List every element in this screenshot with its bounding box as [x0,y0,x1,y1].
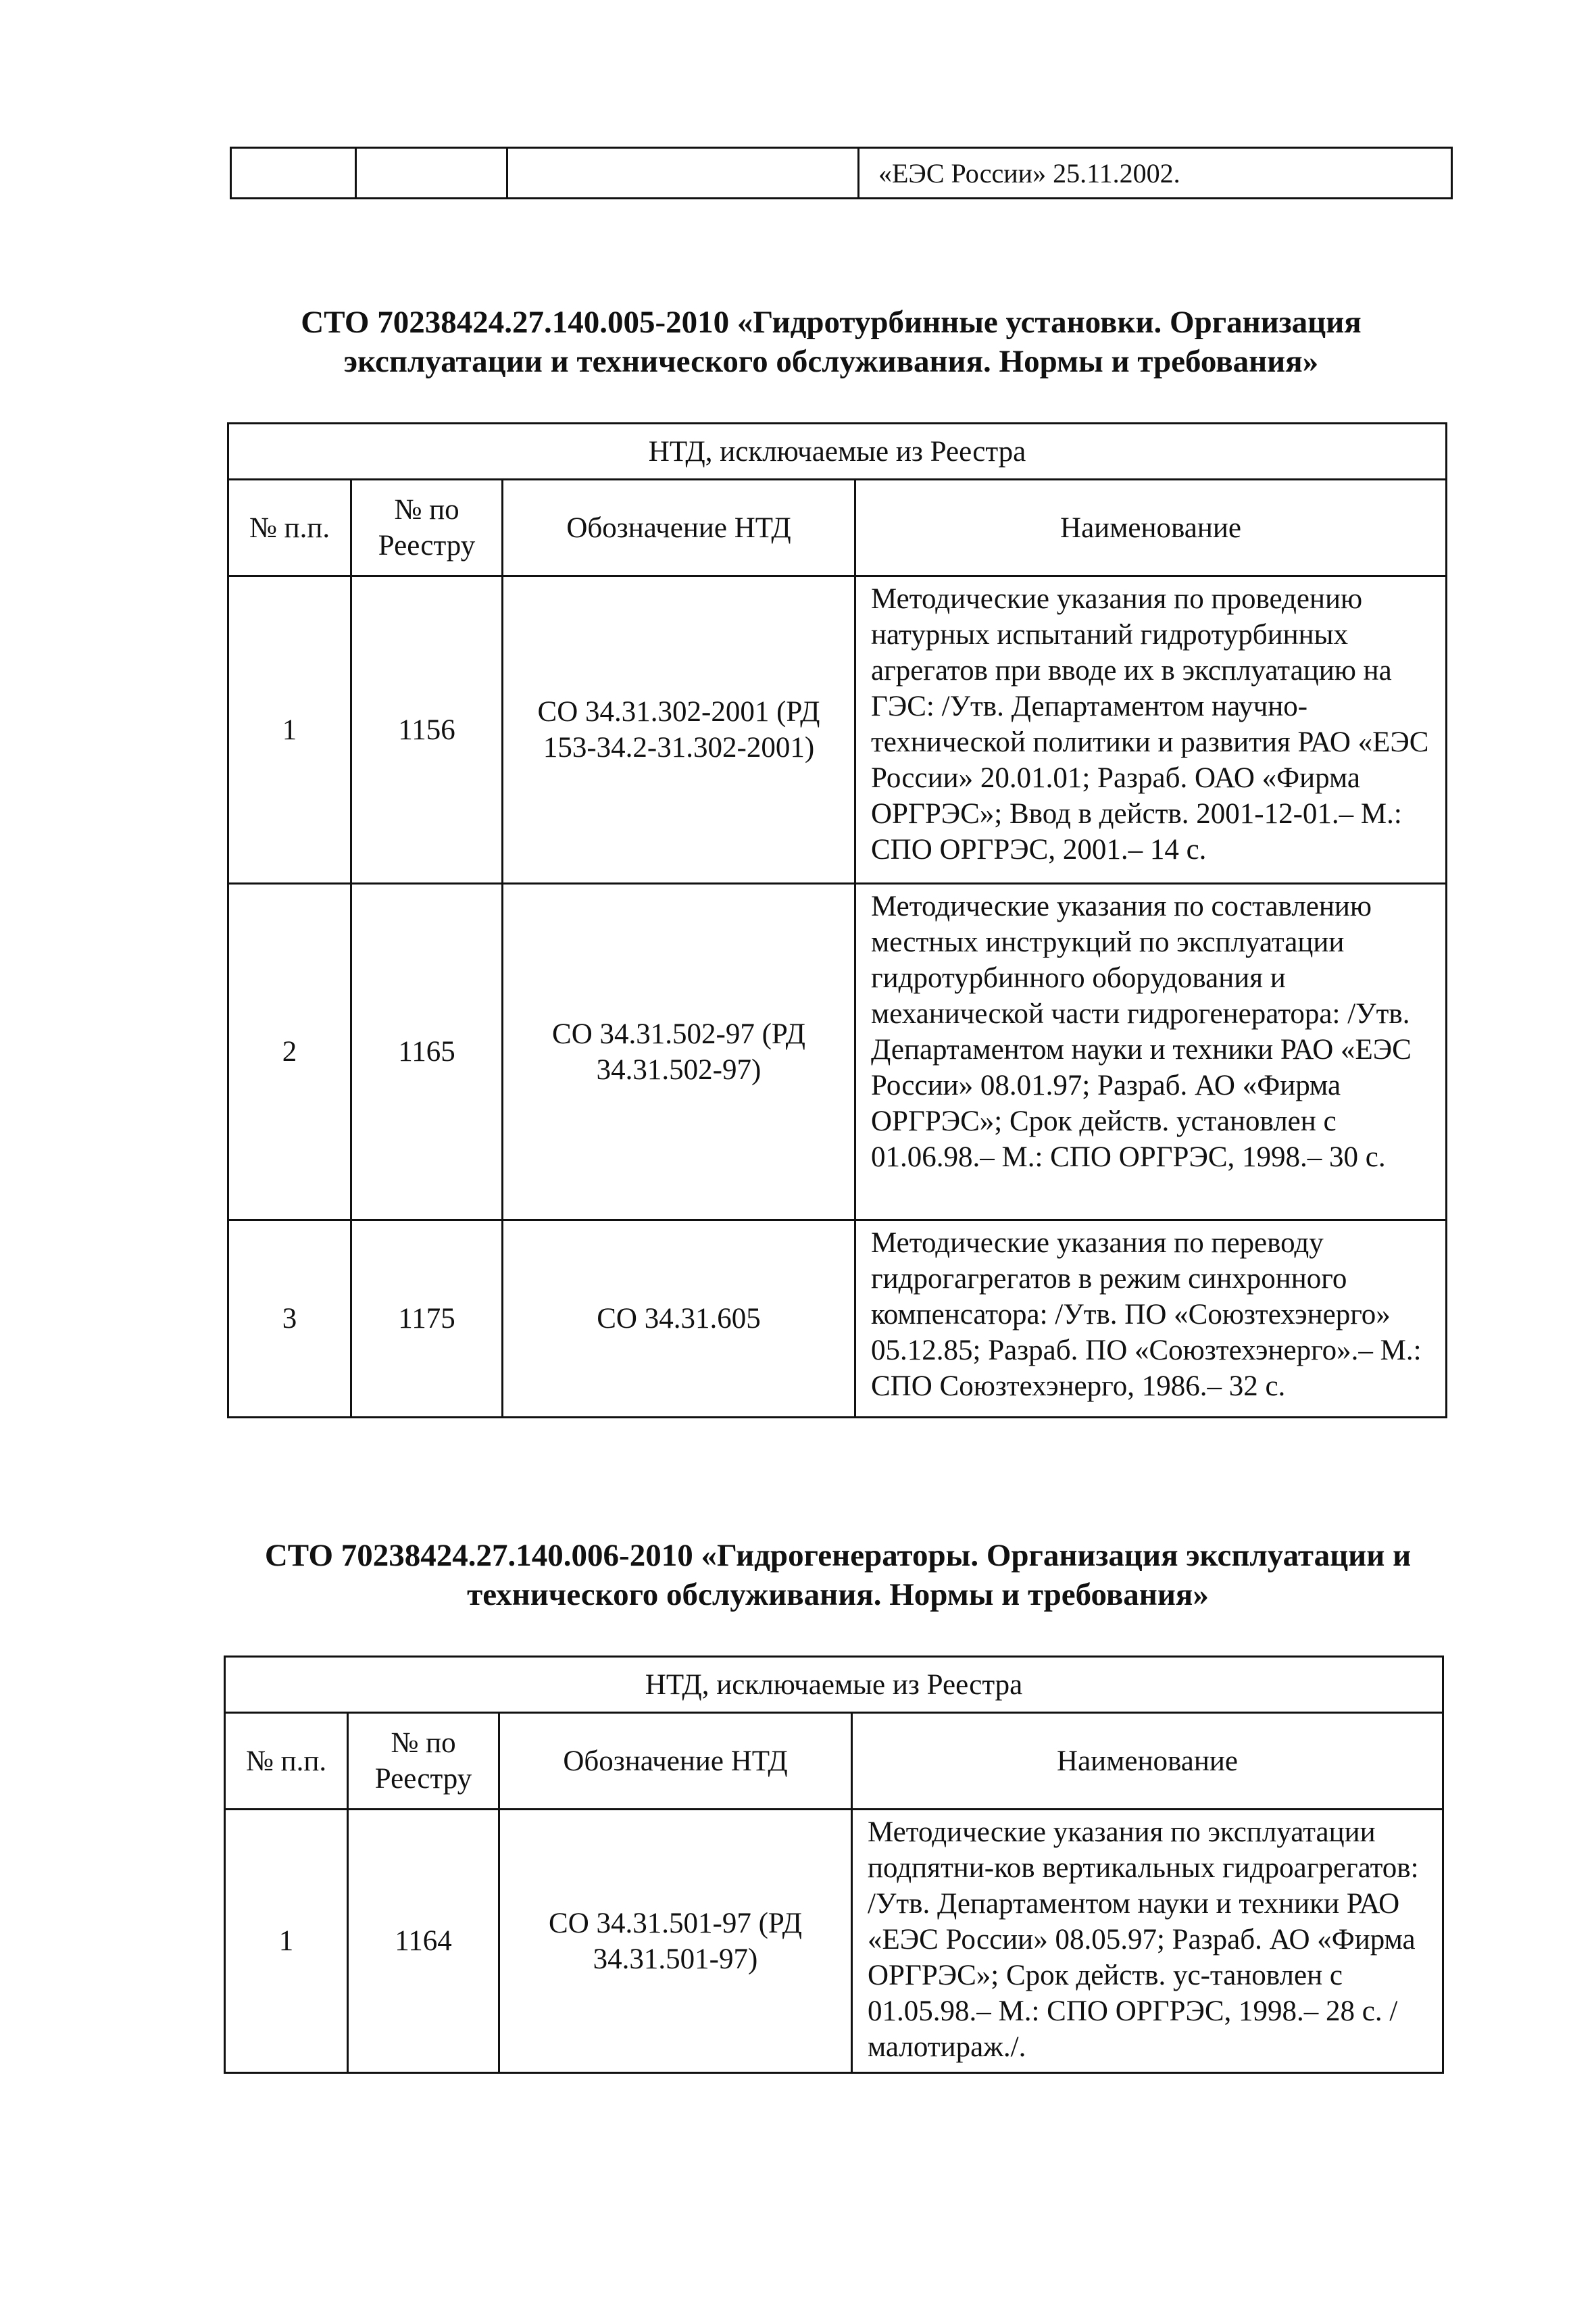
document-name: Методические указания по составлению местных инструкций по эксплуатации гидротурбинного оборудования и механической части гидрогенератора: /Утв. Департаментом науки и техники РАО «ЕЭС России» 08.01.97; Разраб. АО «Фирма ОРГРЭС»; Срок действ. установлен с 01.06.98.– М.: СПО ОРГРЭС, 1998.– 30 с. [855,884,1447,1220]
document-code: СО 34.31.605 [503,1220,855,1418]
excluded-documents-table [227,422,1447,1418]
section-title [203,303,1460,381]
row-number: 1 [225,1810,348,2073]
registry-number: 1165 [351,884,503,1220]
registry-number: 1164 [348,1810,499,2073]
continued-table-fragment [230,147,1453,199]
column-header: Наименование [852,1713,1443,1810]
document-code: СО 34.31.501-97 (РД 34.31.501-97) [499,1810,852,2073]
document-name: Методические указания по переводу гидрогагрегатов в режим синхронного компенсатора: /Утв. ПО «Союзтехэнерго» 05.12.85; Разраб. ПО «Союзтехэнерго».– М.: СПО Союзтехэнерго, 1986.– 32 с. [855,1220,1447,1418]
table-row [228,884,1447,1220]
table-row [228,1220,1447,1418]
registry-number: 1175 [351,1220,503,1418]
column-header: № п.п. [225,1713,348,1810]
table-header-row [228,480,1447,576]
section-title-line: СТО 70238424.27.140.005-2010 «Гидротурбинные установки. Организация [301,305,1362,340]
column-header: Обозначение НТД [499,1713,852,1810]
column-header: № п.п. [228,480,351,576]
row-number: 1 [228,576,351,884]
table-caption: НТД, исключаемые из Реестра [228,424,1447,480]
registry-number: 1156 [351,576,503,884]
table-row [225,1810,1443,2073]
column-header: № по Реестру [348,1713,499,1810]
section-title-line: СТО 70238424.27.140.006-2010 «Гидрогенераторы. Организация эксплуатации и [264,1538,1412,1573]
column-header: Наименование [855,480,1447,576]
table-cell: «ЕЭС России» 25.11.2002. [859,148,1452,199]
document-name: Методические указания по проведению натурных испытаний гидротурбинных агрегатов при вводе их в эксплуатацию на ГЭС: /Утв. Департаментом научно-технической политики и развития РАО «ЕЭС России» 20.01.01; Разраб. ОАО «Фирма ОРГРЭС»; Ввод в действ. 2001-12-01.– М.: СПО ОРГРЭС, 2001.– 14 с. [855,576,1447,884]
table-caption-row [225,1657,1443,1713]
table-caption: НТД, исключаемые из Реестра [225,1657,1443,1713]
excluded-documents-table [224,1656,1444,2074]
section-title-line: эксплуатации и технического обслуживания. Нормы и требования» [343,344,1319,379]
column-header: Обозначение НТД [503,480,855,576]
column-header: № по Реестру [351,480,503,576]
row-number: 3 [228,1220,351,1418]
document-code: СО 34.31.302-2001 (РД 153-34.2-31.302-2001) [503,576,855,884]
table-row [231,148,1452,199]
document-code: СО 34.31.502-97 (РД 34.31.502-97) [503,884,855,1220]
table-cell [507,148,859,199]
table-row [228,576,1447,884]
table-header-row [225,1713,1443,1810]
document-name: Методические указания по эксплуатации подпятни-ков вертикальных гидроагрегатов: /Утв. Департаментом науки и техники РАО «ЕЭС России» 08.05.97; Разраб. АО «Фирма ОРГРЭС»; Срок действ. ус-тановлен с 01.05.98.– М.: СПО ОРГРЭС, 1998.– 28 с. /малотираж./. [852,1810,1443,2073]
table-caption-row [228,424,1447,480]
row-number: 2 [228,884,351,1220]
table-cell [231,148,356,199]
section-title [196,1536,1480,1614]
table-cell [356,148,507,199]
section-title-line: технического обслуживания. Нормы и требования» [467,1577,1209,1612]
